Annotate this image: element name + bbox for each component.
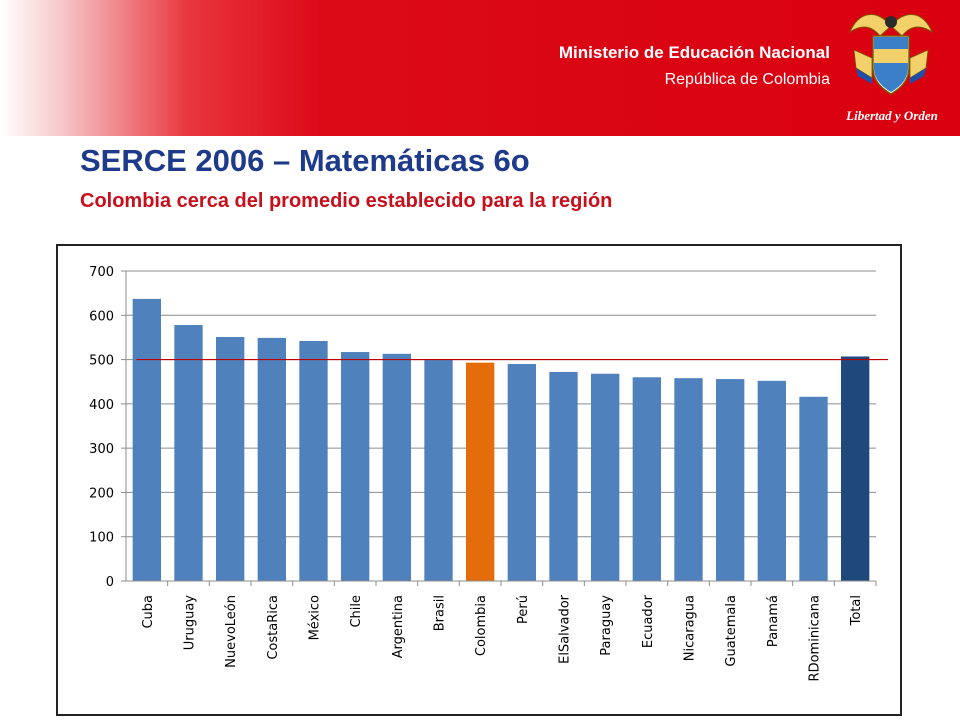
- y-tick-label: 200: [89, 486, 114, 502]
- bar-uruguay: [174, 325, 202, 581]
- bar-elsalvador: [549, 372, 577, 581]
- header-band: [0, 0, 960, 136]
- bar-chile: [341, 352, 369, 581]
- bar-total: [841, 356, 869, 581]
- bar-rdominicana: [799, 397, 827, 581]
- x-tick-label: Chile: [349, 595, 365, 628]
- x-tick-label: Argentina: [390, 595, 406, 659]
- x-tick-label: Cuba: [140, 595, 156, 629]
- y-tick-label: 700: [89, 265, 114, 280]
- x-tick-label: Panamá: [765, 595, 781, 648]
- ministry-name: Ministerio de Educación Nacional: [558, 43, 830, 62]
- bar-nicaragua: [674, 378, 702, 581]
- x-tick-label: NuevoLeón: [224, 595, 240, 668]
- crest-motto: Libertad y Orden: [846, 108, 938, 123]
- x-tick-label: Uruguay: [182, 595, 198, 651]
- y-tick-label: 600: [89, 309, 114, 325]
- coat-of-arms-icon: [846, 6, 936, 106]
- x-tick-label: Ecuador: [640, 595, 656, 649]
- bar-colombia: [466, 363, 494, 581]
- bar-argentina: [383, 354, 411, 581]
- x-tick-label: Total: [849, 595, 865, 626]
- y-tick-label: 0: [105, 575, 114, 590]
- bar-ecuador: [633, 377, 661, 581]
- x-tick-label: ElSalvador: [557, 595, 573, 664]
- bar-cuba: [133, 299, 161, 581]
- y-tick-label: 400: [89, 397, 114, 413]
- bar-nuevoleón: [216, 337, 244, 581]
- bar-guatemala: [716, 379, 744, 581]
- x-tick-label: México: [307, 595, 323, 641]
- x-tick-label: CostaRica: [265, 595, 281, 660]
- x-tick-label: Paraguay: [599, 595, 615, 656]
- y-tick-label: 300: [89, 442, 114, 458]
- x-tick-label: Perú: [515, 595, 531, 624]
- slide-subtitle: Colombia cerca del promedio establecido para la región: [80, 190, 613, 212]
- bar-costarica: [258, 338, 286, 581]
- x-tick-label: Nicaragua: [682, 595, 698, 662]
- x-tick-label: RDominicana: [807, 595, 823, 682]
- y-tick-label: 100: [89, 530, 114, 546]
- slide-title: SERCE 2006 – Matemáticas 6o: [80, 143, 530, 178]
- y-tick-label: 500: [89, 353, 114, 369]
- bar-paraguay: [591, 374, 619, 581]
- bar-brasil: [424, 360, 452, 581]
- bar-chart: [58, 246, 900, 714]
- x-tick-label: Guatemala: [724, 595, 740, 667]
- bar-panamá: [758, 381, 786, 581]
- bar-méxico: [299, 341, 327, 581]
- x-tick-label: Colombia: [474, 595, 490, 657]
- republic-name: República de Colombia: [664, 71, 830, 88]
- x-tick-label: Brasil: [432, 595, 448, 632]
- bar-perú: [508, 364, 536, 581]
